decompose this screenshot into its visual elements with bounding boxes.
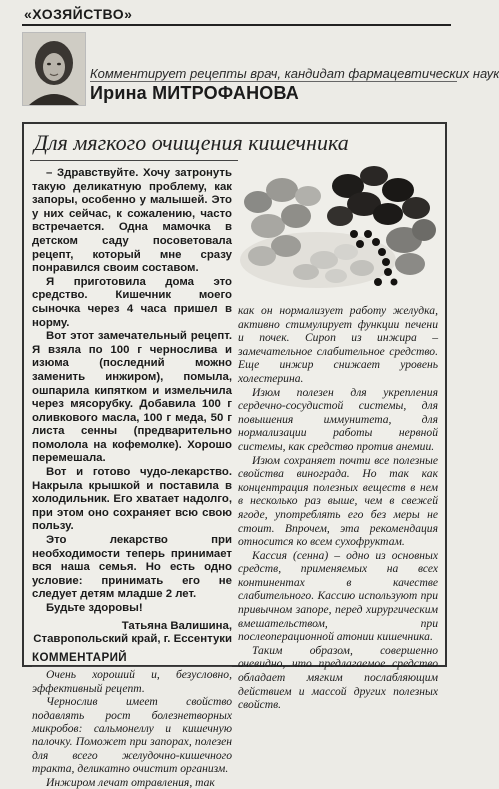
letter-paragraph: Это лекарство при необходимости теперь принимает вся наша семья. Но есть одно условие: принимать его не следует детям младше 2 лет. xyxy=(32,534,232,601)
comment-paragraph: Изюм сохраняет почти все полезные свойства винограда. Но так как концентрация полезных веществ в нем в несколько раз выше, чем в свежей ягоде, употреблять его без меры не стоит. Впрочем, эта рекомендация относится ко всем сухофруктам. xyxy=(238,453,438,549)
section-label: «ХОЗЯЙСТВО» xyxy=(24,6,133,22)
letter-paragraph: Вот этот замечательный рецепт. Я взяла по 100 г чернослива и изюма (последний можно заменить инжиром), помыла, ошпарила кипятком и измельчила через мясорубку. Добавила 100 г оливкового масла, 100 г меда, 50 г листа сенны (предварительно помолола на кофемолке). Хорошо перемешала. xyxy=(32,330,232,465)
article-left-column xyxy=(32,167,232,789)
commentary-line: Комментирует рецепты врач, кандидат фармацевтических наук xyxy=(90,66,499,81)
dried-fruits-icon xyxy=(238,160,438,300)
article-right-column xyxy=(238,304,438,712)
author-name: Ирина МИТРОФАНОВА xyxy=(90,83,299,103)
comment-paragraph: Очень хороший и, безусловно, эффективный рецепт. xyxy=(32,668,232,695)
dried-fruits-photo xyxy=(238,160,438,300)
letter-paragraph: Будьте здоровы! xyxy=(46,602,143,614)
comment-paragraph: как он нормализует работу желудка, активно стимулирует функции печени и почек. Сироп из инжира – замечательное слабительное средство. Еще инжир снижает уровень холестерина. xyxy=(238,304,438,385)
comment-paragraph: Таким образом, совершенно очевидно, что предлагаемое средство обладает мягким послабляющим действием и массой других полезных свойств. xyxy=(238,643,438,712)
comment-rule xyxy=(32,666,232,667)
signature-place: Ставропольский край, г. Ессентуки xyxy=(33,633,232,646)
header-rule xyxy=(22,24,451,26)
comment-paragraph: Кассия (сенна) – одно из основных средств, применяемых на всех континентах в качестве слабительного. Кассию используют при привычном запоре, перед хирургическим вмешательством, при послеоперационной атонии кишечника. xyxy=(238,548,438,644)
comment-heading: КОММЕНТАРИЙ xyxy=(32,650,128,664)
portrait-image-icon xyxy=(23,33,85,105)
signature-name: Татьяна Валишина, xyxy=(121,619,232,632)
comment-paragraph: Инжиром лечат отравления, так xyxy=(46,775,215,789)
comment-paragraph: Изюм полезен для укрепления сердечно-сосудистой системы, для повышения иммунитета, для нормализации работы нервной системы, как средство против анемии. xyxy=(238,385,438,453)
letter-paragraph: Вот и готово чудо-лекарство. Накрыла крышкой и поставила в холодильник. Его хватает надолго, при этом оно сохраняет всю свою пользу. xyxy=(32,466,232,533)
article-title: Для мягкого очищения кишечника xyxy=(34,130,349,155)
letter-paragraph: – Здравствуйте. Хочу затронуть такую деликатную проблему, как запоры, особенно у малышей. Это у них сейчас, к сожалению, часто встречается. Одна мамочка в детском саду посоветовала рецепт, который мне сразу понравился своим составом. xyxy=(32,167,232,275)
comment-paragraph: Чернослив имеет свойство подавлять рост болезнетворных микробов: сальмонеллу и кишечную палочку. Поможет при запорах, полезен для всего желудочно-кишечного тракта, деликатно очистит организм. xyxy=(32,695,232,776)
author-portrait xyxy=(22,32,86,106)
letter-paragraph: Я приготовила дома это средство. Кишечник моего сыночка через 4 часа пришел в норму. xyxy=(32,275,232,329)
